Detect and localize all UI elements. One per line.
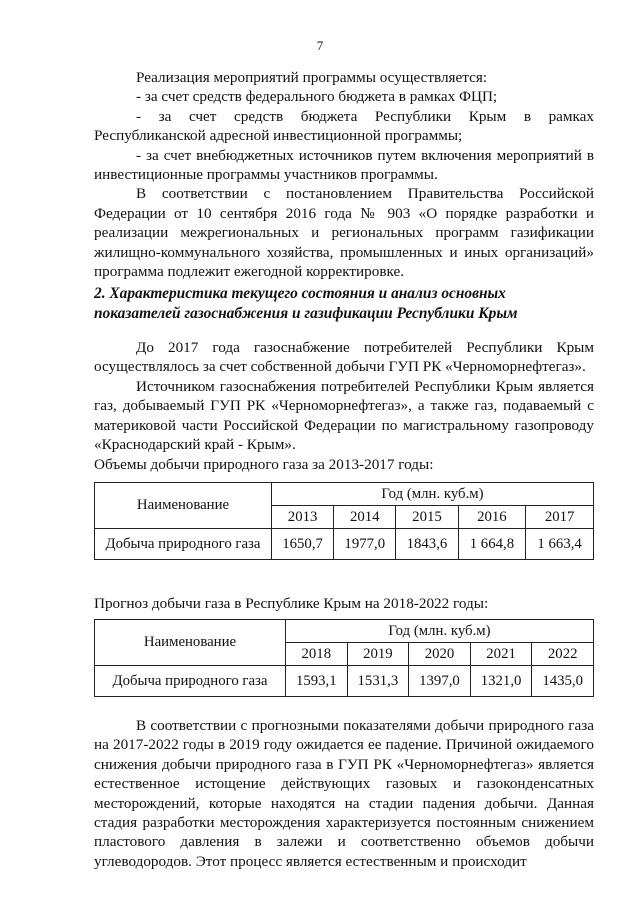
table1-block [94,455,594,560]
funding-item-regional: - за счет средств бюджета Республики Крым в рамках Республиканской адресной инвестиционной программы; [94,107,594,145]
page-number: 7 [316,38,324,53]
table1-year: 2017 [526,506,594,529]
table2-name-header: Наименование [95,620,286,666]
table1-name-header: Наименование [95,483,272,529]
table2-year: 2018 [286,643,348,666]
table1-unit-header: Год (млн. куб.м) [272,483,594,506]
table2-row-label: Добыча природного газа [95,666,286,697]
table1-row-label: Добыча природного газа [95,529,272,560]
table1-value: 1977,0 [334,529,396,560]
table1-value: 1650,7 [272,529,334,560]
conclusion-block [94,716,594,871]
table2-value: 1435,0 [532,666,594,697]
intro-line: Реализация мероприятий программы осуществляется: [136,69,488,86]
table2-value: 1531,3 [347,666,409,697]
table1-year: 2013 [272,506,334,529]
table2-caption: Прогноз добычи газа в Республике Крым на 2018-2022 годы: [94,595,489,612]
table2-block [94,594,594,697]
table2-year: 2019 [347,643,409,666]
table2-year: 2021 [470,643,532,666]
section-heading [94,284,594,323]
table2-year: 2022 [532,643,594,666]
table1-value: 1 663,4 [526,529,594,560]
table2-value: 1397,0 [409,666,471,697]
table1-value: 1843,6 [396,529,458,560]
table2-value: 1321,0 [470,666,532,697]
section-heading-line2: показателей газоснабжения и газификации Республики Крым [94,304,518,322]
intro-block [94,68,594,281]
table2 [94,619,594,697]
conclusion-paragraph: В соответствии с прогнозными показателями добычи природного газа на 2017-2022 годы в 2019 году ожидается ее падение. Причиной ожидаемого снижения добычи природного газа в ГУП РК «Черноморнефтегаз» является естественное истощение действующих газовых и газоконденсатных месторождений, которые находятся на стадии падения добычи. Данная стадия разработки месторождения характеризуется постоянным снижением пластового давления в залежи и соответственно объемов добычи углеводородов. Этот процесс является естественным и происходит [94,717,594,870]
table1-value: 1 664,8 [458,529,526,560]
table1 [94,482,594,560]
section-heading-line1: 2. Характеристика текущего состояния и анализ основных [94,285,506,302]
table2-value: 1593,1 [286,666,348,697]
table1-year: 2014 [334,506,396,529]
table2-unit-header: Год (млн. куб.м) [286,620,594,643]
table1-caption: Объемы добычи природного газа за 2013-2017 годы: [94,456,434,473]
section-paragraph-1: До 2017 года газоснабжение потребителей Республики Крым осуществлялось за счет собственной добычи ГУП РК «Черноморнефтегаз». [94,339,594,376]
table1-year: 2015 [396,506,458,529]
funding-item-extrabudget: - за счет внебюджетных источников путем включения мероприятий в инвестиционные программы участников программы. [94,146,594,184]
table2-year: 2020 [409,643,471,666]
table1-year: 2016 [458,506,526,529]
funding-item-federal: - за счет средств федерального бюджета в рамках ФЦП; [136,88,498,106]
section-body [94,338,594,454]
correction-paragraph: В соответствии с постановлением Правительства Российской Федерации от 10 сентября 2016 года № 903 «О порядке разработки и реализации межрегиональных и региональных программ газификации жилищно-коммунального хозяйства, промышленных и иных организаций» программа подлежит ежегодной корректировке. [94,185,594,281]
section-paragraph-2: Источником газоснабжения потребителей Республики Крым является газ, добываемый ГУП РК «Черноморнефтегаз», а также газ, подаваемый с материковой части Российской Федерации по магистральному газопроводу «Краснодарский край - Крым». [94,377,594,454]
